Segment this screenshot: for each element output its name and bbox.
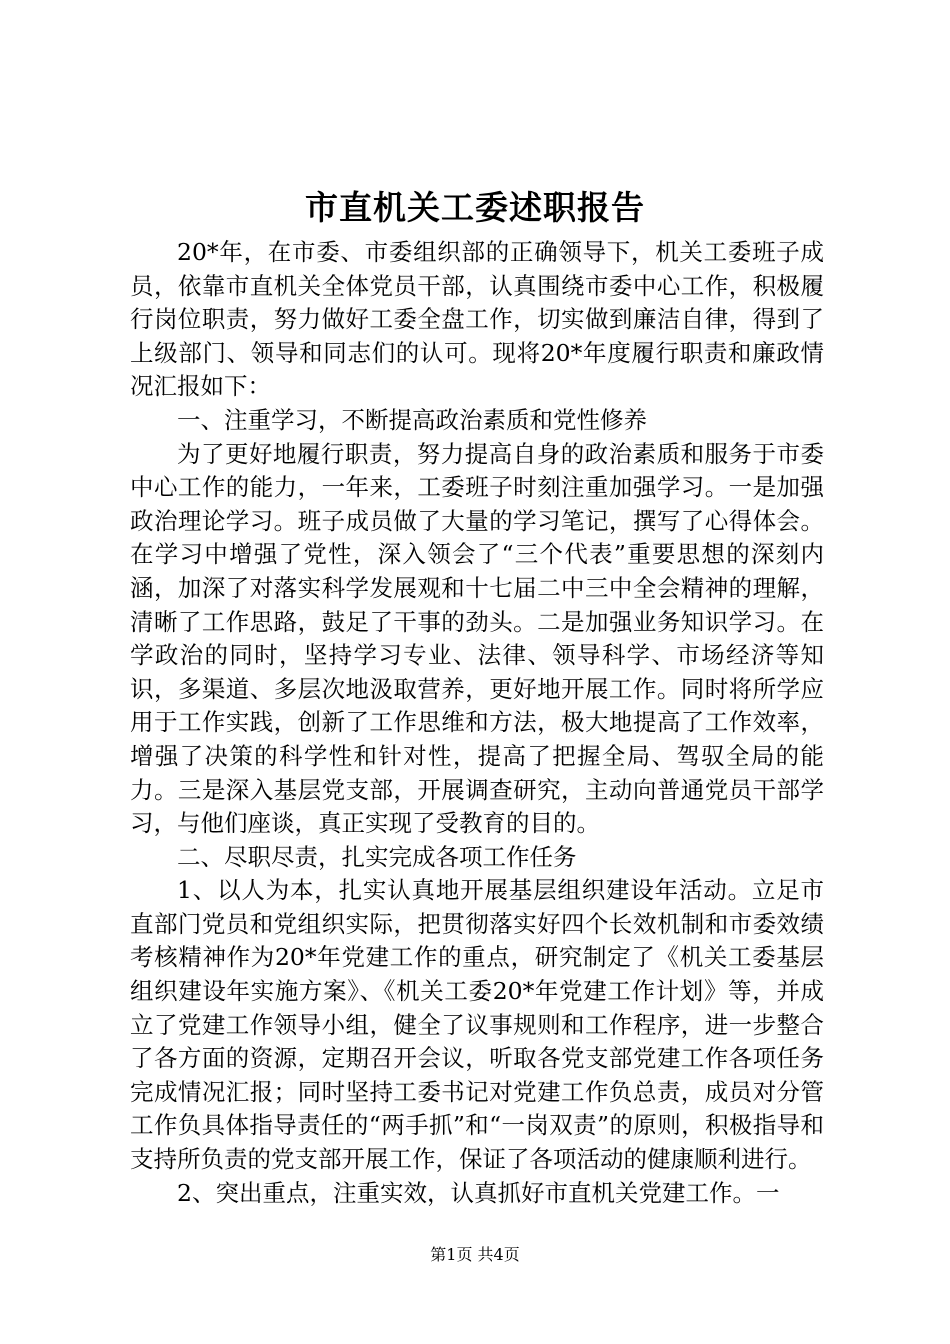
section-heading-2: 二、尽职尽责，扎实完成各项工作任务 bbox=[177, 842, 577, 871]
paragraph-study: 为了更好地履行职责，努力提高自身的政治素质和服务于市委中心工作的能力，一年来，工委班子时刻注重加强学习。一是加强政治理论学习。班子成员做了大量的学习笔记，撰写了心得体会。在学习中增强了党性，深入领会了“三个代表”重要思想的深刻内涵，加深了对落实科学发展观和十七届二中三中全会精神的理解，清晰了工作思路，鼓足了干事的劲头。二是加强业务知识学习。在学政治的同时，坚持学习专业、法律、领导科学、市场经济等知识，多渠道、多层次地汲取营养，更好地开展工作。同时将所学应用于工作实践，创新了工作思维和方法，极大地提高了工作效率，增强了决策的科学性和针对性，提高了把握全局、驾驭全局的能力。三是深入基层党支部，开展调查研究，主动向普通党员干部学习，与他们座谈，真正实现了受教育的目的。 bbox=[130, 439, 824, 838]
page-number: 第1页 共4页 bbox=[430, 1245, 520, 1264]
document-title: 市直机关工委述职报告 bbox=[305, 188, 645, 227]
section-heading-1: 一、注重学习，不断提高政治素质和党性修养 bbox=[177, 405, 647, 434]
document-body bbox=[130, 236, 824, 1210]
paragraph-item-1: 1、以人为本，扎实认真地开展基层组织建设年活动。立足市直部门党员和党组织实际，把贯彻落实好四个长效机制和市委效绩考核精神作为20*年党建工作的重点，研究制定了《机关工委基层组织建设年实施方案》、《机关工委20*年党建工作计划》等，并成立了党建工作领导小组，健全了议事规则和工作程序，进一步整合了各方面的资源，定期召开会议，听取各党支部党建工作各项任务完成情况汇报；同时坚持工委书记对党建工作负总责，成员对分管工作负具体指导责任的“两手抓”和“一岗双责”的原则，积极指导和支持所负责的党支部开展工作，保证了各项活动的健康顺利进行。 bbox=[130, 876, 824, 1174]
paragraph-intro: 20*年，在市委、市委组织部的正确领导下，机关工委班子成员，依靠市直机关全体党员干部，认真围绕市委中心工作，积极履行岗位职责，努力做好工委全盘工作，切实做到廉洁自律，得到了上级部门、领导和同志们的认可。现将20*年度履行职责和廉政情况汇报如下： bbox=[130, 238, 824, 401]
paragraph-item-2: 2、突出重点，注重实效，认真抓好市直机关党建工作。一 bbox=[177, 1178, 780, 1207]
